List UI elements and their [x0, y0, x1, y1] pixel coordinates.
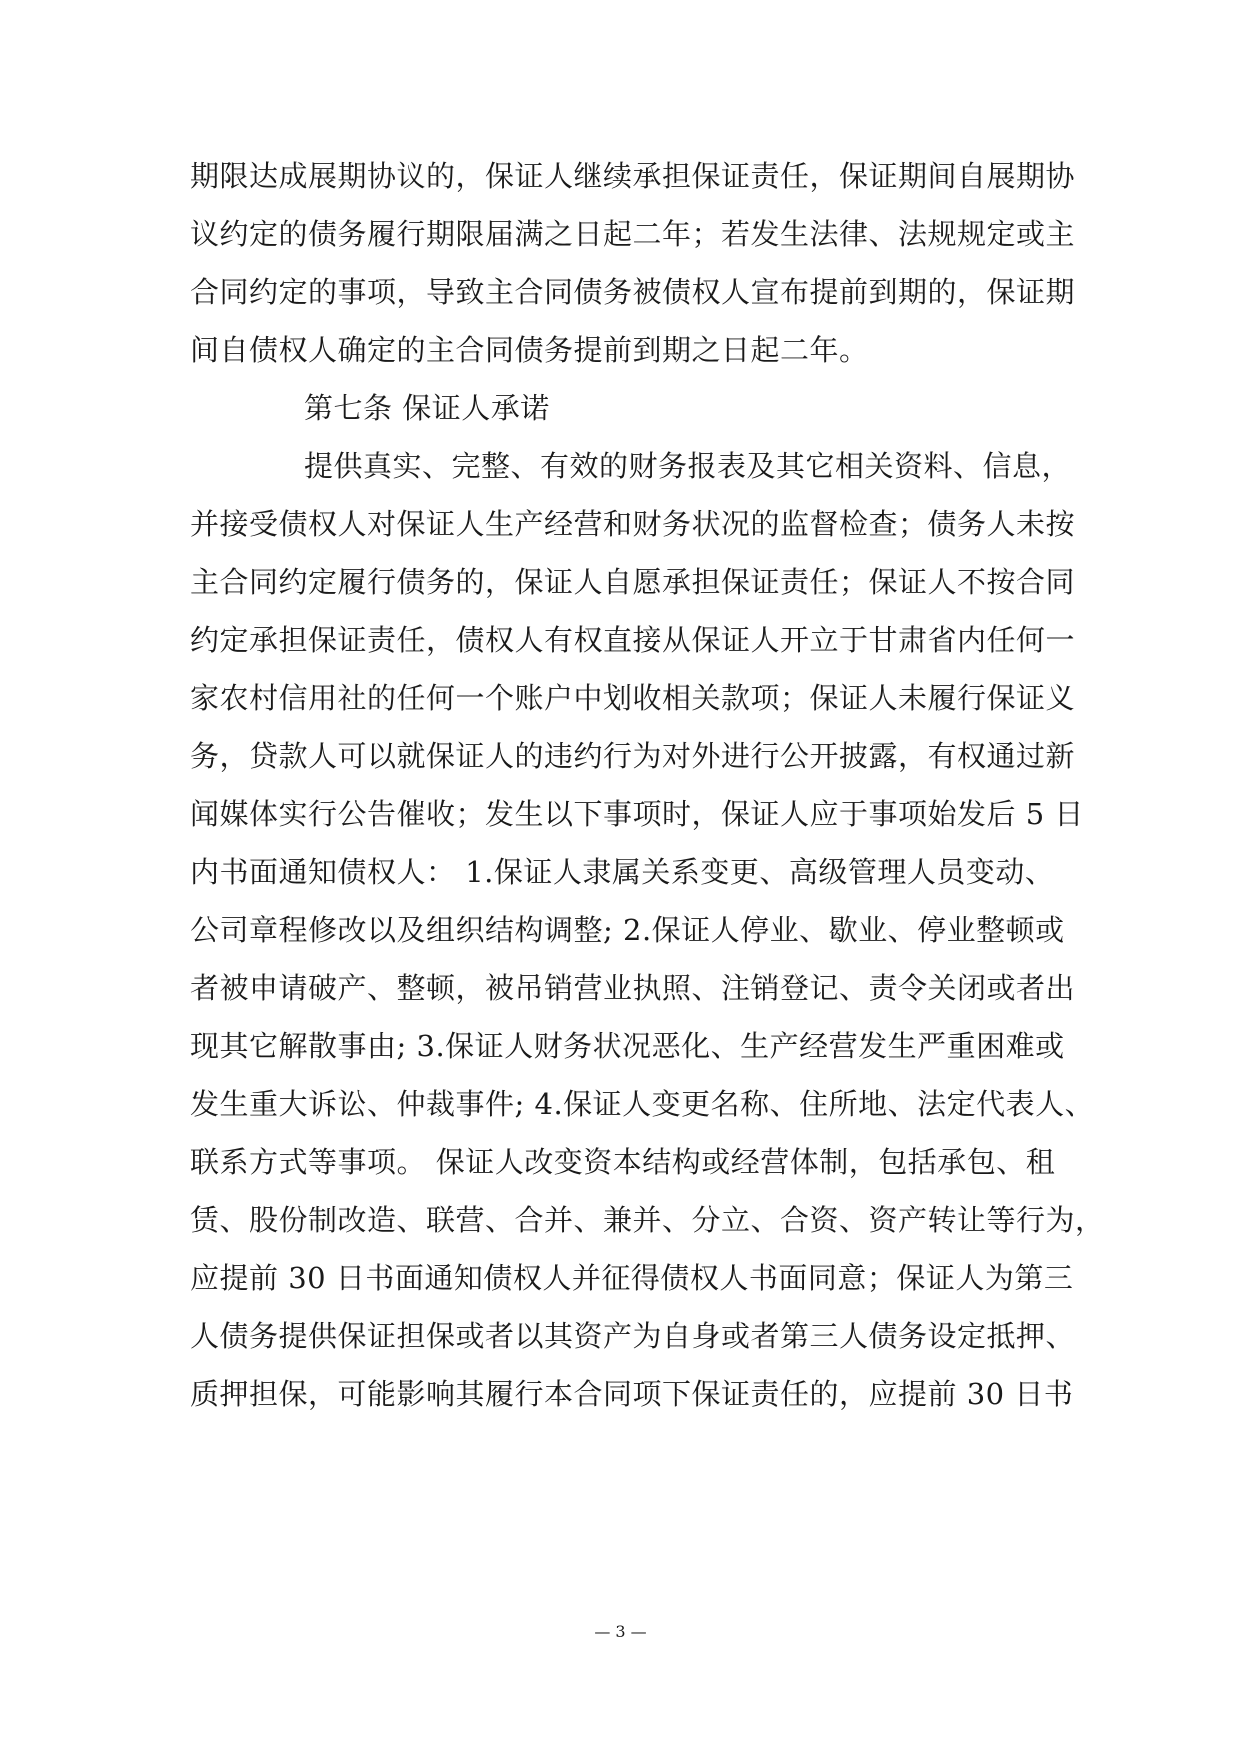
- body-text-line: 约定承担保证责任，债权人有权直接从保证人开立于甘肃省内任何一: [190, 623, 1076, 657]
- body-text-line: 现其它解散事由; 3.保证人财务状况恶化、生产经营发生严重困难或: [190, 1029, 1065, 1063]
- body-text-line: 发生重大诉讼、仲裁事件; 4.保证人变更名称、住所地、法定代表人、: [190, 1087, 1095, 1121]
- body-text-line: 内书面通知债权人： 1.保证人隶属关系变更、高级管理人员变动、: [190, 855, 1055, 889]
- body-text-line: 期限达成展期协议的，保证人继续承担保证责任，保证期间自展期协: [190, 159, 1076, 193]
- body-text-line: 应提前 30 日书面通知债权人并征得债权人书面同意；保证人为第三: [190, 1261, 1074, 1295]
- body-text-line: 议约定的债务履行期限届满之日起二年；若发生法律、法规规定或主: [190, 217, 1076, 251]
- body-text-line: 者被申请破产、整顿，被吊销营业执照、注销登记、责令关闭或者出: [190, 971, 1076, 1005]
- body-text-line: 并接受债权人对保证人生产经营和财务状况的监督检查；债务人未按: [190, 507, 1076, 541]
- body-text-line: 务，贷款人可以就保证人的违约行为对外进行公开披露，有权通过新: [190, 739, 1076, 773]
- page-number: — 3 —: [594, 1622, 647, 1641]
- body-text-line: 家农村信用社的任何一个账户中划收相关款项；保证人未履行保证义: [190, 681, 1076, 715]
- body-text-line: 间自债权人确定的主合同债务提前到期之日起二年。: [190, 333, 869, 367]
- body-text-line: 合同约定的事项，导致主合同债务被债权人宣布提前到期的，保证期: [190, 275, 1076, 309]
- body-text-line: 闻媒体实行公告催收；发生以下事项时，保证人应于事项始发后 5 日: [190, 797, 1084, 831]
- body-text-line: 提供真实、完整、有效的财务报表及其它相关资料、信息，: [304, 449, 1072, 483]
- body-text-line: 赁、股份制改造、联营、合并、兼并、分立、合资、资产转让等行为，: [190, 1203, 1105, 1237]
- body-text-line: 公司章程修改以及组织结构调整; 2.保证人停业、歇业、停业整顿或: [190, 913, 1065, 947]
- body-text-line: 人债务提供保证担保或者以其资产为自身或者第三人债务设定抵押、: [190, 1319, 1076, 1353]
- body-text-line: 质押担保，可能影响其履行本合同项下保证责任的，应提前 30 日书: [190, 1377, 1074, 1411]
- body-text-line: 联系方式等事项。 保证人改变资本结构或经营体制，包括承包、租: [190, 1145, 1056, 1179]
- section-heading: 第七条 保证人承诺: [304, 391, 550, 425]
- body-text-line: 主合同约定履行债务的，保证人自愿承担保证责任；保证人不按合同: [190, 565, 1076, 599]
